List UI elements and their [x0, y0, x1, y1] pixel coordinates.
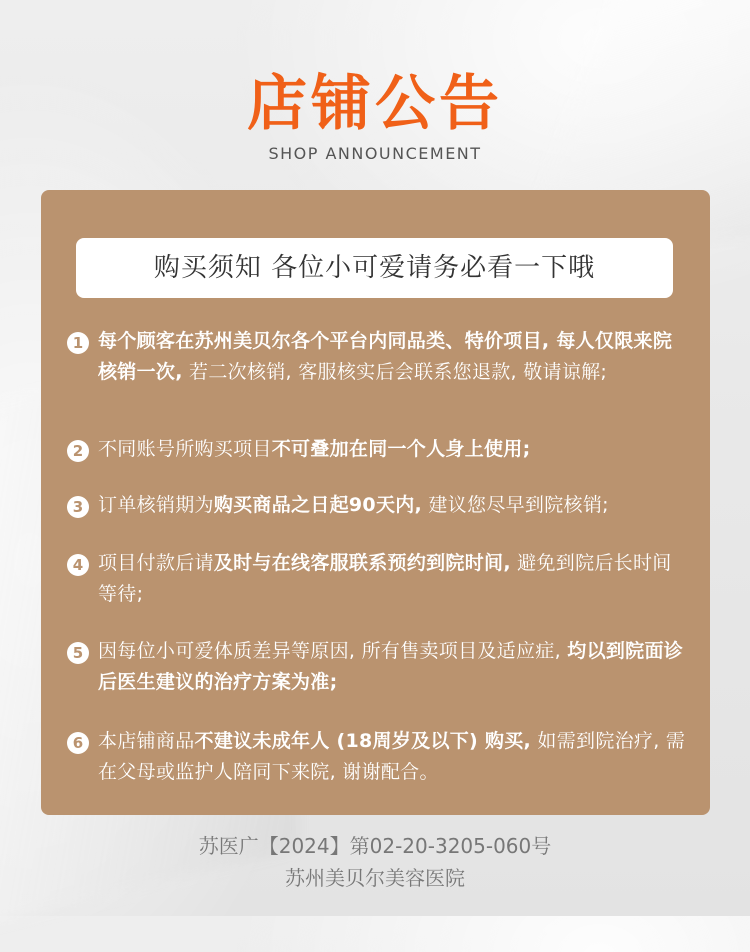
number-badge: 1 — [67, 332, 89, 354]
notice-item-normal: 建议您尽早到院核销; — [422, 494, 609, 516]
number-badge: 6 — [67, 732, 89, 754]
notice-item-normal: 因每位小可爱体质差异等原因, 所有售卖项目及适应症, — [98, 640, 568, 662]
notice-item-5 — [67, 636, 687, 698]
notice-item-text — [98, 726, 687, 788]
notice-item-normal: 避免到院后长时间等待; — [98, 552, 672, 605]
license-number: 苏医广【2024】第02-20-3205-060号 — [198, 834, 552, 858]
notice-item-bold: 购买商品之日起90天内, — [213, 494, 423, 516]
notice-heading: 购买须知 各位小可爱请务必看一下哦 — [76, 238, 673, 298]
notice-item-text — [98, 490, 687, 521]
notice-item-text — [98, 636, 687, 698]
notice-item-text — [98, 326, 687, 388]
number-badge: 4 — [67, 554, 89, 576]
notice-item-normal: 若二次核销, 客服核实后会联系您退款, 敬请谅解; — [182, 361, 608, 383]
notice-item-4 — [67, 548, 687, 610]
notice-item-bold: 及时与在线客服联系预约到院时间, — [213, 552, 511, 574]
notice-item-normal: 订单核销期为 — [98, 494, 214, 516]
notice-item-normal: 项目付款后请 — [98, 552, 214, 574]
notice-item-bold: 每个顾客在苏州美贝尔各个平台内同品类、特价项目, 每人仅限来院核销一次, — [98, 330, 673, 383]
notice-item-2 — [67, 434, 687, 465]
notice-item-6 — [67, 726, 687, 788]
notice-item-bold: 不可叠加在同一个人身上使用; — [271, 438, 531, 460]
notice-item-text — [98, 434, 687, 465]
notice-item-normal: 本店铺商品 — [98, 730, 195, 752]
notice-item-normal: 不同账号所购买项目 — [98, 438, 272, 460]
number-badge: 2 — [67, 440, 89, 462]
notice-item-text — [98, 548, 687, 610]
notice-item-bold: 不建议未成年人 (18周岁及以下) 购买, — [194, 730, 532, 752]
number-badge: 3 — [67, 496, 89, 518]
number-badge: 5 — [67, 642, 89, 664]
notice-item-3 — [67, 490, 687, 521]
notice-item-1 — [67, 326, 687, 388]
page-subtitle: SHOP ANNOUNCEMENT — [268, 144, 482, 163]
notice-item-bold: 均以到院面诊后医生建议的治疗方案为准; — [98, 640, 684, 693]
notice-card — [41, 190, 710, 815]
hospital-name: 苏州美贝尔美容医院 — [285, 866, 465, 890]
page-title: 店铺公告 — [247, 69, 503, 139]
notice-item-normal: 如需到院治疗, 需在父母或监护人陪同下来院, 谢谢配合。 — [98, 730, 686, 783]
